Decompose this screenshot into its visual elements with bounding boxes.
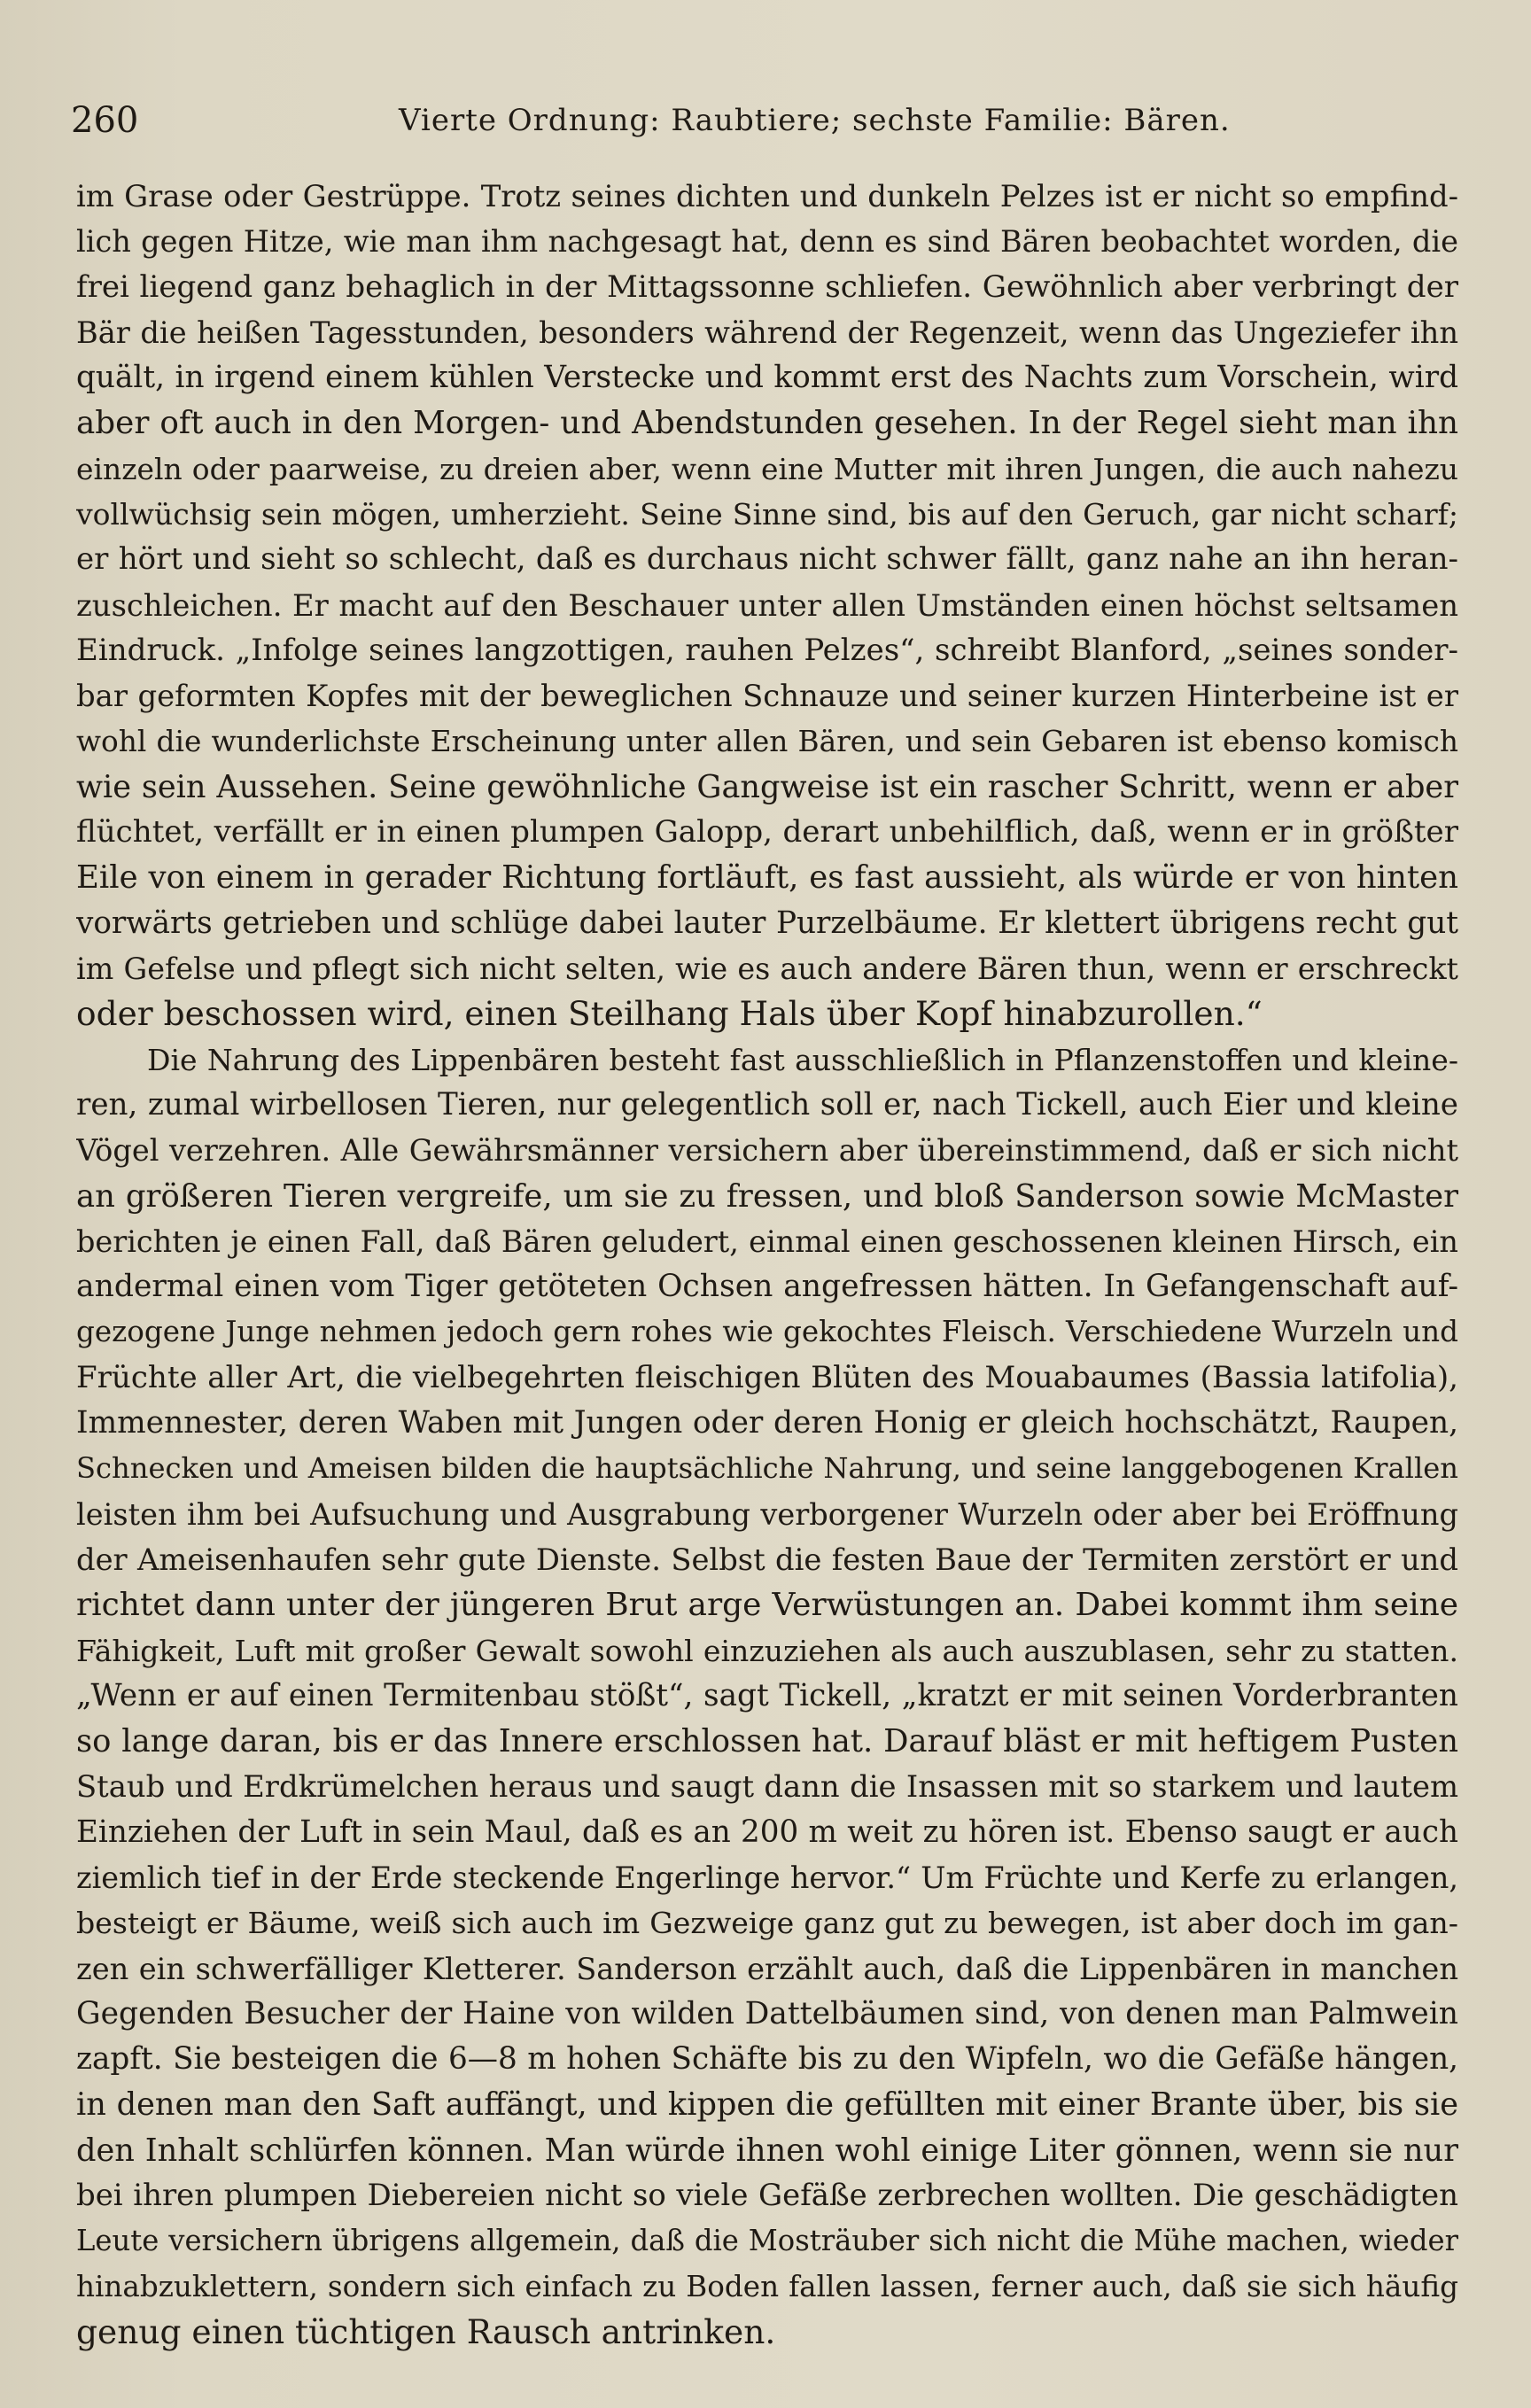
text-line: lich gegen Hitze, wie man ihm nachgesagt hat, denn es sind Bären beobachtet worden, die [76, 224, 1458, 260]
page-header [71, 96, 1453, 149]
text-line: hinabzuklettern, sondern sich einfach zu Boden fallen lassen, ferner auch, daß sie sich häufig [76, 2269, 1458, 2303]
text-line: „Wenn er auf einen Termitenbau stößt“, sagt Tickell, „kratzt er mit seinen Vorderbranten [76, 1677, 1458, 1713]
text-line: einzeln oder paarweise, zu dreien aber, wenn eine Mutter mit ihren Jungen, die auch nahezu [76, 451, 1458, 486]
text-line: Früchte aller Art, die vielbegehrten fleischigen Blüten des Mouabaumes (Bassia latifolia), [76, 1359, 1458, 1395]
text-line: aber oft auch in den Morgen- und Abendstunden gesehen. In der Regel sieht man ihn [76, 405, 1458, 442]
text-line: im Grase oder Gestrüppe. Trotz seines dichten und dunkeln Pelzes ist er nicht so empfind- [76, 179, 1458, 214]
text-line: gezogene Junge nehmen jedoch gern rohes wie gekochtes Fleisch. Verschiedene Wurzeln und [76, 1315, 1458, 1349]
text-line: flüchtet, verfällt er in einen plumpen Galopp, derart unbehilflich, daß, wenn er in größter [76, 814, 1458, 851]
text-line: Gegenden Besucher der Haine von wilden Dattelbäumen sind, von denen man Palmwein [76, 1995, 1458, 2031]
text-line: Schnecken und Ameisen bilden die hauptsächliche Nahrung, und seine langgebogenen Krallen [76, 1451, 1458, 1486]
text-line: im Gefelse und pflegt sich nicht selten, wie es auch andere Bären thun, wenn er erschreckt [76, 952, 1458, 987]
text-line: genug einen tüchtigen Rausch antrinken. [76, 2311, 776, 2351]
text-line: wie sein Aussehen. Seine gewöhnliche Gangweise ist ein rascher Schritt, wenn er aber [76, 768, 1458, 805]
text-line: er hört und sieht so schlecht, daß es durchaus nicht schwer fällt, ganz nahe an ihn heran- [76, 541, 1458, 578]
text-line: so lange daran, bis er das Innere erschlossen hat. Darauf bläst er mit heftigem Pusten [76, 1723, 1458, 1760]
text-line: an größeren Tieren vergreife, um sie zu fressen, und bloß Sanderson sowie McMaster [76, 1177, 1458, 1215]
text-line: Staub und Erdkrümelchen heraus und saugt dann die Insassen mit so starkem und lautem [76, 1769, 1458, 1805]
text-line: Leute versichern übrigens allgemein, daß die Mosträuber sich nicht die Mühe machen, wieder [76, 2224, 1458, 2258]
text-line: ziemlich tief in der Erde steckende Engerlinge hervor.“ Um Früchte und Kerfe zu erlangen, [76, 1860, 1458, 1895]
text-line: zuschleichen. Er macht auf den Beschauer unter allen Umständen einen höchst seltsamen [76, 587, 1458, 623]
body-text [76, 174, 1458, 2355]
text-line: den Inhalt schlürfen können. Man würde ihnen wohl einige Liter gönnen, wenn sie nur [76, 2132, 1458, 2169]
text-line: berichten je einen Fall, daß Bären geludert, einmal einen geschossenen kleinen Hirsch, ein [76, 1223, 1458, 1259]
text-line: vollwüchsig sein mögen, umherzieht. Seine Sinne sind, bis auf den Geruch, gar nicht scharf; [76, 497, 1458, 532]
text-line: frei liegend ganz behaglich in der Mittagssonne schliefen. Gewöhnlich aber verbringt der [76, 268, 1458, 305]
text-line: Fähigkeit, Luft mit großer Gewalt sowohl einzuziehen als auch auszublasen, sehr zu statten. [76, 1633, 1458, 1668]
text-line: quält, in irgend einem kühlen Verstecke und kommt erst des Nachts zum Vorschein, wird [76, 360, 1458, 396]
text-line: andermal einen vom Tiger getöteten Ochsen angefressen hätten. In Gefangenschaft auf- [76, 1269, 1458, 1305]
text-line: ren, zumal wirbellosen Tieren, nur gelegentlich soll er, nach Tickell, auch Eier und kleine [76, 1086, 1458, 1122]
text-line: besteigt er Bäume, weiß sich auch im Gezweige ganz gut zu bewegen, ist aber doch im gan- [76, 1906, 1458, 1941]
running-head: Vierte Ordnung: Raubtiere; sechste Familie: Bären. [399, 103, 1231, 138]
text-line: bei ihren plumpen Diebereien nicht so viele Gefäße zerbrechen wollten. Die geschädigten [76, 2178, 1458, 2214]
text-line: Einziehen der Luft in sein Maul, daß es an 200 m weit zu hören ist. Ebenso saugt er auch [76, 1814, 1458, 1850]
text-line: in denen man den Saft auffängt, und kippen die gefüllten mit einer Brante über, bis sie [76, 2086, 1458, 2124]
paragraph-start-line: Die Nahrung des Lippenbären besteht fast ausschließlich in Pflanzenstoffen und kleine- [147, 1042, 1458, 1077]
text-line: Immennester, deren Waben mit Jungen oder deren Honig er gleich hochschätzt, Raupen, [76, 1405, 1458, 1441]
text-line: leisten ihm bei Aufsuchung und Ausgrabung verborgener Wurzeln oder aber bei Eröffnung [76, 1496, 1458, 1532]
text-line: oder beschossen wird, einen Steilhang Hals über Kopf hinabzurollen.“ [76, 994, 1263, 1034]
text-line: Eindruck. „Infolge seines langzottigen, rauhen Pelzes“, schreibt Blanford, „seines sonder- [76, 632, 1458, 668]
text-line: richtet dann unter der jüngeren Brut arge Verwüstungen an. Dabei kommt ihm seine [76, 1587, 1458, 1624]
text-line: wohl die wunderlichste Erscheinung unter allen Bären, und sein Gebaren ist ebenso komisch [76, 724, 1458, 758]
text-line: vorwärts getrieben und schlüge dabei lauter Purzelbäume. Er klettert übrigens recht gut [76, 905, 1458, 941]
text-line: der Ameisenhaufen sehr gute Dienste. Selbst die festen Baue der Termiten zerstört er und [76, 1542, 1458, 1577]
text-line: bar geformten Kopfes mit der beweglichen Schnauze und seiner kurzen Hinterbeine ist er [76, 679, 1458, 714]
text-line: zapft. Sie besteigen die 6—8 m hohen Schäfte bis zu den Wipfeln, wo die Gefäße hängen, [76, 2041, 1458, 2078]
text-line: Bär die heißen Tagesstunden, besonders während der Regenzeit, wenn das Ungeziefer ihn [76, 315, 1458, 350]
text-line: Vögel verzehren. Alle Gewährsmänner versichern aber übereinstimmend, daß er sich nicht [76, 1133, 1458, 1169]
page-number: 260 [71, 100, 139, 141]
text-line: zen ein schwerfälliger Kletterer. Sanderson erzählt auch, daß die Lippenbären in manchen [76, 1951, 1458, 1986]
text-line: Eile von einem in gerader Richtung fortläuft, es fast aussieht, als würde er von hinten [76, 859, 1458, 897]
